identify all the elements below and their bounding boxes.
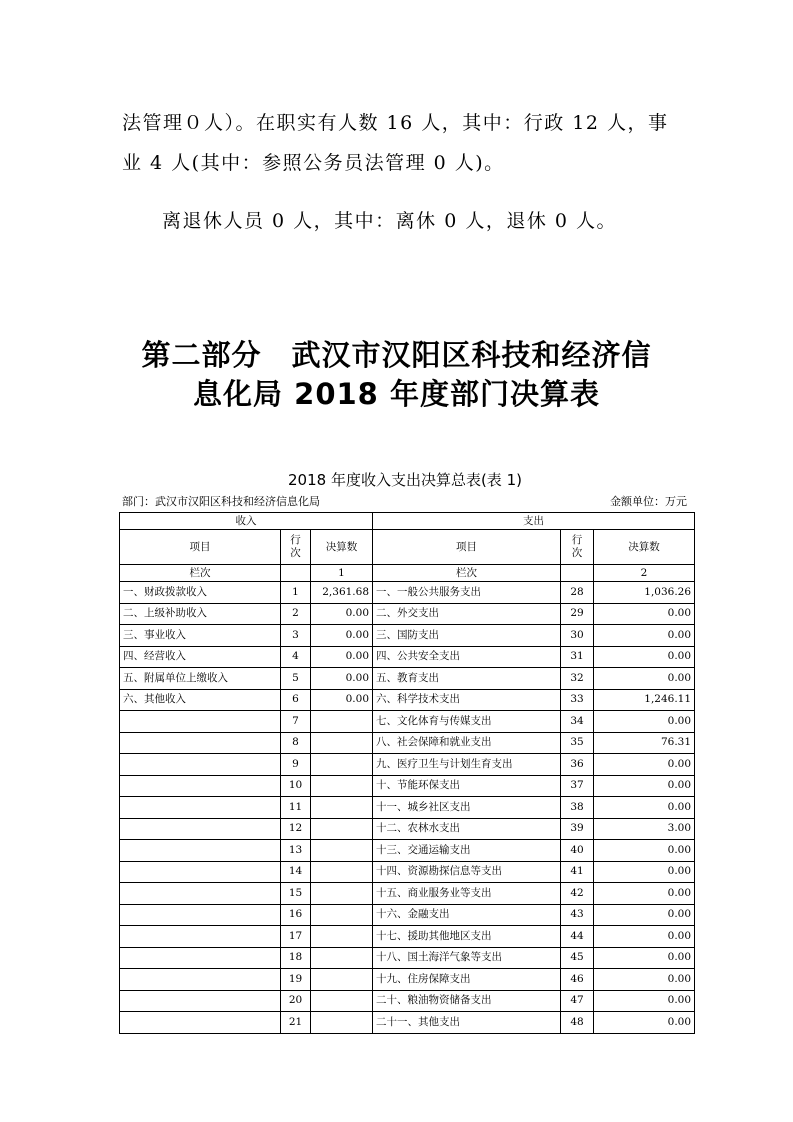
income-rowno-cell: 3 [281, 625, 311, 647]
income-item-cell [120, 754, 281, 776]
expense-rowno-cell: 40 [561, 840, 594, 862]
expense-amount-cell: 76.31 [594, 732, 695, 754]
income-expense-table [119, 512, 695, 1034]
expense-rowno-cell: 34 [561, 711, 594, 733]
income-rowno-cell: 20 [281, 990, 311, 1012]
income-amount-cell [311, 840, 373, 862]
income-rowno-cell: 5 [281, 668, 311, 690]
expense-item-cell: 十五、商业服务业等支出 [373, 883, 561, 905]
expense-item-cell: 十一、城乡社区支出 [373, 797, 561, 819]
income-rowno-cell: 17 [281, 926, 311, 948]
expense-item-cell: 十八、国土海洋气象等支出 [373, 947, 561, 969]
expense-item-cell: 六、科学技术支出 [373, 689, 561, 711]
income-amount-cell [311, 904, 373, 926]
income-amount-cell [311, 883, 373, 905]
income-rowno-cell: 4 [281, 646, 311, 668]
expense-item-cell: 十六、金融支出 [373, 904, 561, 926]
expense-item-cell: 二十、粮油物资储备支出 [373, 990, 561, 1012]
expense-amount-cell: 0.00 [594, 947, 695, 969]
income-amount-cell [311, 947, 373, 969]
income-rowno-cell: 18 [281, 947, 311, 969]
income-item-cell: 二、上级补助收入 [120, 603, 281, 625]
table-row [120, 818, 695, 840]
expense-rowno-cell: 38 [561, 797, 594, 819]
expense-amount-cell: 0.00 [594, 840, 695, 862]
table-column-index-row [120, 565, 695, 582]
expense-amount-cell: 3.00 [594, 818, 695, 840]
expense-rowno-cell: 42 [561, 883, 594, 905]
expense-rowno-cell: 36 [561, 754, 594, 776]
expense-item-cell: 一、一般公共服务支出 [373, 582, 561, 604]
income-item-cell [120, 732, 281, 754]
income-item-cell: 六、其他收入 [120, 689, 281, 711]
table-row [120, 711, 695, 733]
income-item-cell [120, 840, 281, 862]
income-amount-cell: 2,361.68 [311, 582, 373, 604]
income-amount-cell: 0.00 [311, 603, 373, 625]
income-item-cell [120, 926, 281, 948]
expense-rowno-header [561, 530, 594, 565]
income-rowno-cell: 1 [281, 582, 311, 604]
expense-amount-cell: 0.00 [594, 797, 695, 819]
rowno-header-a: 行 [571, 534, 583, 546]
paragraph-retired: 离退休人员 0 人，其中：离休 0 人，退休 0 人。 [162, 210, 618, 232]
table-row [120, 1012, 695, 1034]
paragraph-staffing: 法管理０人）。在职实有人数 16 人，其中：行政 12 人，事 [122, 112, 669, 134]
income-rowno-cell: 8 [281, 732, 311, 754]
income-rowno-cell: 9 [281, 754, 311, 776]
expense-amount-header: 决算数 [594, 530, 695, 565]
expense-amount-cell: 1,036.26 [594, 582, 695, 604]
table-row [120, 689, 695, 711]
income-rowno-cell: 6 [281, 689, 311, 711]
expense-item-cell: 十四、资源勘探信息等支出 [373, 861, 561, 883]
expense-rowno-cell: 45 [561, 947, 594, 969]
table-row [120, 797, 695, 819]
expense-column-index: 2 [594, 565, 695, 582]
table-row [120, 990, 695, 1012]
expense-amount-cell: 0.00 [594, 861, 695, 883]
income-item-cell: 四、经营收入 [120, 646, 281, 668]
expense-rowno-cell: 41 [561, 861, 594, 883]
expense-amount-cell: 0.00 [594, 625, 695, 647]
expense-rowno-cell: 30 [561, 625, 594, 647]
expense-amount-cell: 0.00 [594, 775, 695, 797]
income-item-cell [120, 947, 281, 969]
income-amount-cell [311, 926, 373, 948]
paragraph-staffing-cont: 业 4 人(其中：参照公务员法管理 0 人)。 [122, 152, 505, 174]
income-column-index: 1 [311, 565, 373, 582]
income-item-cell [120, 969, 281, 991]
expense-amount-cell: 0.00 [594, 754, 695, 776]
income-amount-cell [311, 775, 373, 797]
income-rowno-cell: 12 [281, 818, 311, 840]
income-amount-cell [311, 754, 373, 776]
income-rowno-cell: 21 [281, 1012, 311, 1034]
income-column-index-label: 栏次 [120, 565, 281, 582]
income-amount-cell [311, 1012, 373, 1034]
section-heading-line2: 息化局 2018 年度部门决算表 [193, 377, 600, 411]
income-amount-cell [311, 732, 373, 754]
table-row [120, 754, 695, 776]
table-column-header-row [120, 530, 695, 565]
expense-amount-cell: 0.00 [594, 926, 695, 948]
expense-item-cell: 八、社会保障和就业支出 [373, 732, 561, 754]
expense-amount-cell: 0.00 [594, 668, 695, 690]
table-row [120, 775, 695, 797]
expense-rowno-cell: 32 [561, 668, 594, 690]
unit-label: 金额单位：万元 [610, 495, 687, 508]
income-item-cell [120, 904, 281, 926]
rowno-header-b: 次 [571, 547, 583, 559]
expense-item-cell: 九、医疗卫生与计划生育支出 [373, 754, 561, 776]
expense-rowno-cell: 46 [561, 969, 594, 991]
table-row [120, 840, 695, 862]
expense-item-cell: 十七、援助其他地区支出 [373, 926, 561, 948]
expense-rowno-cell: 37 [561, 775, 594, 797]
income-rowno-cell: 10 [281, 775, 311, 797]
income-amount-cell [311, 969, 373, 991]
expense-rowno-cell: 43 [561, 904, 594, 926]
income-item-cell [120, 1012, 281, 1034]
income-item-cell [120, 775, 281, 797]
income-item-cell [120, 797, 281, 819]
expense-amount-cell: 0.00 [594, 990, 695, 1012]
expense-item-cell: 十九、住房保障支出 [373, 969, 561, 991]
expense-rowno-cell: 39 [561, 818, 594, 840]
income-rowno-cell: 11 [281, 797, 311, 819]
income-amount-cell: 0.00 [311, 625, 373, 647]
expense-column-index-label: 栏次 [373, 565, 561, 582]
income-amount-cell [311, 861, 373, 883]
income-rowno-cell: 7 [281, 711, 311, 733]
table-row [120, 582, 695, 604]
expense-rowno-cell: 47 [561, 990, 594, 1012]
income-amount-cell [311, 711, 373, 733]
section-heading-line1: 第二部分 武汉市汉阳区科技和经济信 [141, 338, 652, 372]
income-amount-cell: 0.00 [311, 646, 373, 668]
table-row [120, 625, 695, 647]
expense-amount-cell: 0.00 [594, 711, 695, 733]
income-rowno-cell: 14 [281, 861, 311, 883]
expense-rowno-cell: 33 [561, 689, 594, 711]
income-amount-cell [311, 990, 373, 1012]
income-item-cell: 三、事业收入 [120, 625, 281, 647]
table-row [120, 904, 695, 926]
expense-item-cell: 十三、交通运输支出 [373, 840, 561, 862]
income-item-cell [120, 883, 281, 905]
expense-amount-cell: 1,246.11 [594, 689, 695, 711]
expense-item-cell: 二、外交支出 [373, 603, 561, 625]
expense-rowno-cell: 31 [561, 646, 594, 668]
table-group-header-row [120, 513, 695, 530]
table-title: 2018 年度收入支出决算总表(表 1) [288, 471, 522, 489]
income-item-cell [120, 861, 281, 883]
income-rowno-cell: 13 [281, 840, 311, 862]
expense-amount-cell: 0.00 [594, 603, 695, 625]
expense-amount-cell: 0.00 [594, 904, 695, 926]
table-row [120, 947, 695, 969]
table-row [120, 732, 695, 754]
expense-rowno-cell: 28 [561, 582, 594, 604]
expense-amount-cell: 0.00 [594, 1012, 695, 1034]
income-amount-cell [311, 797, 373, 819]
expense-rowno-cell: 35 [561, 732, 594, 754]
expense-header: 支出 [373, 513, 695, 530]
expense-amount-cell: 0.00 [594, 969, 695, 991]
income-item-cell: 一、财政拨款收入 [120, 582, 281, 604]
table-row [120, 668, 695, 690]
income-amount-cell: 0.00 [311, 668, 373, 690]
expense-item-cell: 三、国防支出 [373, 625, 561, 647]
table-row [120, 603, 695, 625]
expense-item-cell: 十二、农林水支出 [373, 818, 561, 840]
expense-item-cell: 四、公共安全支出 [373, 646, 561, 668]
income-rowno-cell: 2 [281, 603, 311, 625]
income-item-header: 项目 [120, 530, 281, 565]
expense-item-cell: 五、教育支出 [373, 668, 561, 690]
expense-item-cell: 十、节能环保支出 [373, 775, 561, 797]
income-rowno-cell: 19 [281, 969, 311, 991]
rowno-header-a: 行 [290, 534, 301, 546]
expense-rowno-cell: 29 [561, 603, 594, 625]
expense-item-cell: 七、文化体育与传媒支出 [373, 711, 561, 733]
income-amount-cell: 0.00 [311, 689, 373, 711]
income-rowno-cell: 16 [281, 904, 311, 926]
table-row [120, 861, 695, 883]
income-rowno-header [281, 530, 311, 565]
income-item-cell [120, 818, 281, 840]
table-row [120, 969, 695, 991]
department-label: 部门：武汉市汉阳区科技和经济信息化局 [122, 495, 320, 508]
income-item-cell: 五、附属单位上缴收入 [120, 668, 281, 690]
income-column-index-blank [281, 565, 311, 582]
expense-amount-cell: 0.00 [594, 646, 695, 668]
income-item-cell [120, 990, 281, 1012]
income-item-cell [120, 711, 281, 733]
income-rowno-cell: 15 [281, 883, 311, 905]
income-amount-cell [311, 818, 373, 840]
expense-item-header: 项目 [373, 530, 561, 565]
table-row [120, 926, 695, 948]
table-row [120, 883, 695, 905]
expense-amount-cell: 0.00 [594, 883, 695, 905]
income-header: 收入 [120, 513, 373, 530]
table-row [120, 646, 695, 668]
income-amount-header: 决算数 [311, 530, 373, 565]
expense-rowno-cell: 48 [561, 1012, 594, 1034]
rowno-header-b: 次 [290, 547, 301, 559]
expense-rowno-cell: 44 [561, 926, 594, 948]
expense-item-cell: 二十一、其他支出 [373, 1012, 561, 1034]
expense-column-index-blank [561, 565, 594, 582]
